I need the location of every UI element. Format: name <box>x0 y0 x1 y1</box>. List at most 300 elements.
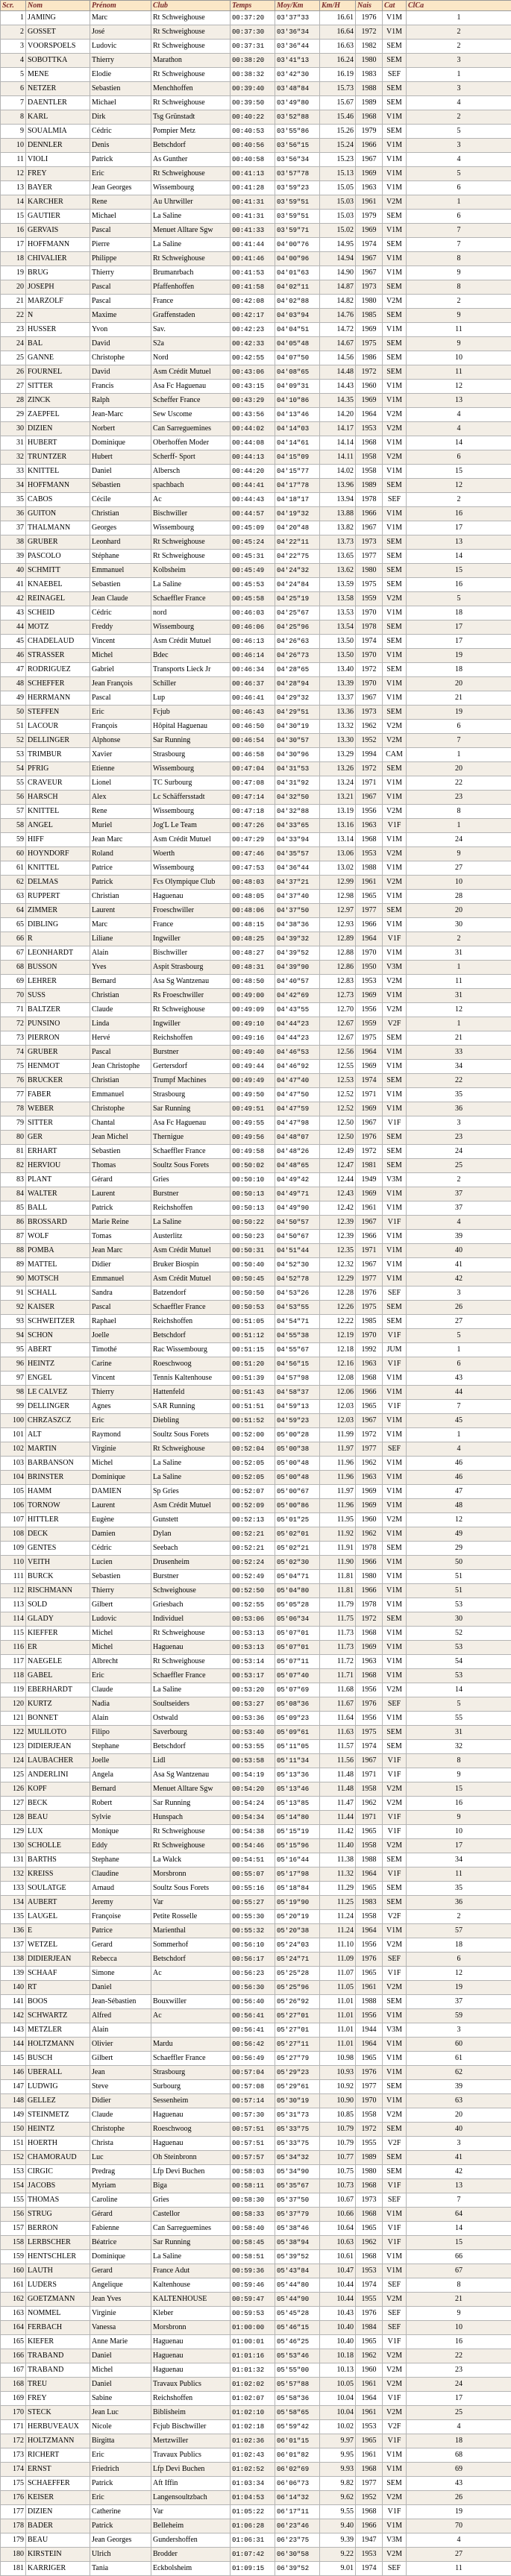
cell-category-rank: 17 <box>407 635 511 649</box>
cell-club: KALTENHOUSE <box>151 2293 231 2307</box>
cell-speed: 11.01 <box>320 2038 356 2052</box>
cell-rank: 135 <box>1 1910 26 1924</box>
cell-category-rank: 2 <box>407 110 511 125</box>
cell-name: SCHWEITZER <box>26 1315 90 1329</box>
cell-speed: 13.65 <box>320 550 356 564</box>
cell-rank: 176 <box>1 2491 26 2505</box>
cell-pace: 04'39"90 <box>275 961 320 975</box>
table-row <box>1 1754 511 1768</box>
cell-birth-year: 1956 <box>356 1712 383 1726</box>
cell-name: HENMOT <box>26 1060 90 1074</box>
cell-speed: 11.64 <box>320 1712 356 1726</box>
cell-birth-year: 1989 <box>356 96 383 110</box>
cell-club: Betschdorf <box>151 139 231 153</box>
cell-category: V1M <box>383 2264 407 2278</box>
cell-firstname: Gérard <box>90 1173 151 1187</box>
cell-category: SEM <box>383 535 407 550</box>
cell-firstname: Gabriel <box>90 663 151 677</box>
cell-time: 00:53:13 <box>231 1641 275 1655</box>
cell-firstname: Marie Reine <box>90 1216 151 1230</box>
cell-speed: 14.17 <box>320 422 356 436</box>
cell-time: 00:56:17 <box>231 1953 275 1967</box>
cell-birth-year: 1961 <box>356 2406 383 2420</box>
cell-pace: 04'57"98 <box>275 1372 320 1386</box>
cell-category-rank: 42 <box>407 2165 511 2179</box>
header-pace: Moy/Km <box>275 1 320 11</box>
cell-name: DAENTLER <box>26 96 90 110</box>
cell-name: GER <box>26 1131 90 1145</box>
cell-firstname: Tania <box>90 2562 151 2576</box>
cell-birth-year: 1967 <box>356 1116 383 1131</box>
table-row <box>1 1683 511 1697</box>
cell-rank: 158 <box>1 2236 26 2250</box>
cell-speed: 10.75 <box>320 2165 356 2179</box>
cell-rank: 161 <box>1 2278 26 2293</box>
cell-category-rank: 40 <box>407 2123 511 2137</box>
cell-time: 00:45:53 <box>231 578 275 592</box>
cell-firstname: Christophe <box>90 2123 151 2137</box>
cell-pace: 05'04"71 <box>275 1570 320 1584</box>
table-row <box>1 2165 511 2179</box>
cell-birth-year: 1963 <box>356 1655 383 1669</box>
cell-speed: 10.64 <box>320 2222 356 2236</box>
cell-name: R <box>26 932 90 946</box>
cell-category: SEM <box>383 280 407 295</box>
cell-speed: 12.70 <box>320 1003 356 1017</box>
cell-birth-year: 1975 <box>356 578 383 592</box>
table-row <box>1 110 511 125</box>
cell-firstname: Marc <box>90 11 151 25</box>
cell-category-rank: 26 <box>407 1301 511 1315</box>
cell-time: 00:50:10 <box>231 1173 275 1187</box>
cell-rank: 128 <box>1 1811 26 1825</box>
cell-pace: 04'48"07 <box>275 1131 320 1145</box>
cell-club: Rt Schweighouse <box>151 252 231 266</box>
cell-name: CHIVALIER <box>26 252 90 266</box>
cell-category-rank: 26 <box>407 2491 511 2505</box>
cell-rank: 124 <box>1 1754 26 1768</box>
cell-pace: 04'53"55 <box>275 1301 320 1315</box>
cell-speed: 10.85 <box>320 2108 356 2123</box>
cell-category: SEM <box>383 96 407 110</box>
cell-category: V1M <box>383 323 407 337</box>
cell-name: SCHON <box>26 1329 90 1343</box>
cell-category-rank: 9 <box>407 1811 511 1825</box>
cell-category: V2M <box>383 2293 407 2307</box>
cell-time: 00:48:31 <box>231 961 275 975</box>
cell-name: HIFF <box>26 833 90 847</box>
cell-category-rank: 8 <box>407 805 511 819</box>
table-row <box>1 1145 511 1159</box>
cell-club: Wissembourg <box>151 521 231 535</box>
cell-club: Strasbourg <box>151 1088 231 1102</box>
cell-name: HERBUVEAUX <box>26 2420 90 2434</box>
cell-rank: 105 <box>1 1485 26 1499</box>
table-row <box>1 2562 511 2576</box>
table-row <box>1 578 511 592</box>
cell-pace: 05'04"80 <box>275 1584 320 1598</box>
cell-rank: 82 <box>1 1159 26 1173</box>
cell-category: V1M <box>383 465 407 479</box>
cell-speed: 14.11 <box>320 450 356 465</box>
cell-category: V1M <box>383 890 407 904</box>
cell-rank: 96 <box>1 1357 26 1372</box>
cell-birth-year: 1972 <box>356 1612 383 1627</box>
cell-birth-year: 1964 <box>356 2038 383 2052</box>
cell-firstname: Jean Marc <box>90 833 151 847</box>
cell-time: 00:50:50 <box>231 1287 275 1301</box>
cell-time: 01:06:28 <box>231 2519 275 2533</box>
cell-speed: 16.61 <box>320 11 356 25</box>
cell-category: V1M <box>383 2066 407 2080</box>
cell-category-rank: 17 <box>407 2392 511 2406</box>
cell-firstname: Emmanuel <box>90 564 151 578</box>
cell-club: SAR Running <box>151 1400 231 1414</box>
cell-time: 00:51:05 <box>231 1315 275 1329</box>
cell-name: RUPPERT <box>26 890 90 904</box>
cell-birth-year: 1971 <box>356 1088 383 1102</box>
cell-birth-year: 1975 <box>356 1726 383 1740</box>
cell-birth-year: 1976 <box>356 1697 383 1712</box>
cell-speed: 14.72 <box>320 323 356 337</box>
cell-name: BRUCKER <box>26 1074 90 1088</box>
cell-category-rank: 42 <box>407 1272 511 1287</box>
cell-time: 00:52:24 <box>231 1556 275 1570</box>
cell-speed: 12.53 <box>320 1074 356 1088</box>
cell-rank: 115 <box>1 1627 26 1641</box>
cell-category-rank: 6 <box>407 210 511 224</box>
cell-club: Ac <box>151 2009 231 2023</box>
cell-category-rank: 28 <box>407 890 511 904</box>
cell-birth-year: 1977 <box>356 1272 383 1287</box>
table-row <box>1 1471 511 1485</box>
cell-speed: 13.26 <box>320 762 356 776</box>
cell-category-rank: 18 <box>407 1938 511 1953</box>
cell-club: Hattenfeld <box>151 1386 231 1400</box>
cell-birth-year: 1973 <box>356 280 383 295</box>
cell-birth-year: 1969 <box>356 1485 383 1499</box>
cell-club: Ostwald <box>151 1712 231 1726</box>
cell-pace: 04'50"57 <box>275 1216 320 1230</box>
cell-birth-year: 1980 <box>356 2165 383 2179</box>
cell-birth-year: 1966 <box>356 918 383 932</box>
cell-speed: 13.50 <box>320 635 356 649</box>
cell-pace: 04'30"57 <box>275 734 320 748</box>
cell-speed: 15.46 <box>320 110 356 125</box>
cell-rank: 103 <box>1 1457 26 1471</box>
cell-firstname: Vincent <box>90 635 151 649</box>
cell-firstname: Gerard <box>90 2264 151 2278</box>
cell-club: Gunstett <box>151 1513 231 1527</box>
cell-time: 01:06:31 <box>231 2533 275 2548</box>
cell-rank: 34 <box>1 479 26 493</box>
cell-firstname: Christian <box>90 890 151 904</box>
cell-category-rank: 69 <box>407 2463 511 2477</box>
cell-pace: 05'24"71 <box>275 1953 320 1967</box>
cell-pace: 04'42"69 <box>275 989 320 1003</box>
cell-category-rank: 40 <box>407 1244 511 1258</box>
cell-category: V2M <box>383 2378 407 2392</box>
cell-time: 00:46:43 <box>231 706 275 720</box>
cell-category-rank: 23 <box>407 1131 511 1145</box>
cell-name: FERBACH <box>26 2321 90 2335</box>
cell-firstname: Gerard <box>90 1938 151 1953</box>
table-row <box>1 1329 511 1343</box>
table-row <box>1 1768 511 1782</box>
cell-category-rank: 3 <box>407 1116 511 1131</box>
cell-name: GELLEZ <box>26 2094 90 2108</box>
cell-birth-year: 1962 <box>356 1797 383 1811</box>
cell-time: 00:48:50 <box>231 975 275 989</box>
cell-rank: 70 <box>1 989 26 1003</box>
cell-time: 00:48:06 <box>231 904 275 918</box>
cell-speed: 11.48 <box>320 1782 356 1797</box>
cell-pace: 05'05"28 <box>275 1598 320 1612</box>
cell-time: 00:54:19 <box>231 1768 275 1782</box>
cell-category-rank: 5 <box>407 1329 511 1343</box>
cell-category: SEM <box>383 238 407 252</box>
cell-category: V2M <box>383 876 407 890</box>
cell-category-rank: 35 <box>407 1882 511 1896</box>
cell-rank: 41 <box>1 578 26 592</box>
cell-category-rank: 11 <box>407 1867 511 1882</box>
cell-rank: 29 <box>1 408 26 422</box>
cell-rank: 126 <box>1 1782 26 1797</box>
cell-speed: 12.39 <box>320 1216 356 1230</box>
cell-time: 00:50:23 <box>231 1230 275 1244</box>
cell-club: Oh Steinbronn <box>151 2151 231 2165</box>
table-row <box>1 436 511 450</box>
cell-club: Haguenau <box>151 890 231 904</box>
cell-category-rank: 14 <box>407 550 511 564</box>
cell-rank: 110 <box>1 1556 26 1570</box>
cell-speed: 12.26 <box>320 1301 356 1315</box>
cell-pace: 04'55"38 <box>275 1329 320 1343</box>
cell-pace: 03'55"86 <box>275 125 320 139</box>
cell-name: HOYNDORF <box>26 847 90 861</box>
cell-birth-year: 1964 <box>356 1924 383 1938</box>
cell-rank: 129 <box>1 1825 26 1839</box>
cell-pace: 04'13"46 <box>275 408 320 422</box>
cell-club: As Gunther <box>151 153 231 167</box>
cell-club: France <box>151 295 231 309</box>
cell-name: HEINTZ <box>26 2123 90 2137</box>
cell-firstname: Philippe <box>90 252 151 266</box>
cell-club: Sar Running <box>151 2236 231 2250</box>
cell-rank: 131 <box>1 1853 26 1867</box>
cell-speed: 15.02 <box>320 224 356 238</box>
cell-time: 01:04:53 <box>231 2491 275 2505</box>
cell-birth-year: 1953 <box>356 2264 383 2278</box>
cell-category-rank: 15 <box>407 1782 511 1797</box>
cell-pace: 04'49"42 <box>275 1173 320 1187</box>
table-row <box>1 1031 511 1046</box>
cell-rank: 127 <box>1 1797 26 1811</box>
cell-speed: 11.63 <box>320 1726 356 1740</box>
table-row <box>1 535 511 550</box>
cell-club: Schaeffler France <box>151 592 231 606</box>
cell-time: 00:41:44 <box>231 238 275 252</box>
cell-speed: 12.88 <box>320 946 356 961</box>
cell-pace: 04'33"65 <box>275 819 320 833</box>
cell-club: Rt Schweighouse <box>151 1839 231 1853</box>
cell-category-rank: 15 <box>407 465 511 479</box>
cell-firstname: Raphael <box>90 1315 151 1329</box>
cell-birth-year: 1961 <box>356 1201 383 1216</box>
cell-speed: 10.40 <box>320 2321 356 2335</box>
cell-club: Bdec <box>151 649 231 663</box>
cell-birth-year: 1964 <box>356 1046 383 1060</box>
cell-time: 00:41:31 <box>231 210 275 224</box>
cell-category-rank: 25 <box>407 1159 511 1173</box>
cell-rank: 8 <box>1 110 26 125</box>
cell-time: 00:37:30 <box>231 25 275 40</box>
cell-category-rank: 13 <box>407 394 511 408</box>
cell-club: Griesbach <box>151 1598 231 1612</box>
cell-pace: 04'53"26 <box>275 1287 320 1301</box>
cell-club: Asm Crédit Mutuel <box>151 1272 231 1287</box>
table-row <box>1 295 511 309</box>
cell-pace: 04'04"51 <box>275 323 320 337</box>
table-row <box>1 1527 511 1542</box>
cell-speed: 14.94 <box>320 252 356 266</box>
cell-birth-year: 1952 <box>356 2491 383 2505</box>
cell-time: 00:58:33 <box>231 2208 275 2222</box>
cell-rank: 159 <box>1 2250 26 2264</box>
cell-rank: 142 <box>1 2009 26 2023</box>
table-row <box>1 2491 511 2505</box>
cell-birth-year: 1978 <box>356 621 383 635</box>
cell-speed: 11.90 <box>320 1556 356 1570</box>
cell-firstname: Jean Georges <box>90 181 151 195</box>
cell-category-rank: 4 <box>407 2420 511 2434</box>
cell-birth-year: 1953 <box>356 422 383 436</box>
cell-pace: 05'13"36 <box>275 1768 320 1782</box>
cell-name: TORNOW <box>26 1499 90 1513</box>
cell-pace: 05'00"48 <box>275 1471 320 1485</box>
cell-speed: 14.20 <box>320 408 356 422</box>
cell-club: Lfp Devi Buchen <box>151 2463 231 2477</box>
table-row <box>1 1697 511 1712</box>
cell-name: SOUALMIA <box>26 125 90 139</box>
cell-birth-year: 1964 <box>356 408 383 422</box>
cell-club: Aspit Strasbourg <box>151 961 231 975</box>
cell-birth-year: 1965 <box>356 1967 383 1981</box>
cell-category-rank: 21 <box>407 2293 511 2307</box>
cell-category: V1F <box>383 2505 407 2519</box>
cell-time: 00:53:27 <box>231 1697 275 1712</box>
cell-pace: 04'31"53 <box>275 762 320 776</box>
cell-category: SEM <box>383 762 407 776</box>
cell-pace: 05'13"85 <box>275 1797 320 1811</box>
cell-category-rank: 1 <box>407 748 511 762</box>
cell-firstname: Chantal <box>90 1116 151 1131</box>
cell-speed: 11.24 <box>320 1910 356 1924</box>
cell-time: 00:46:50 <box>231 720 275 734</box>
cell-time: 00:41:13 <box>231 167 275 181</box>
cell-birth-year: 1949 <box>356 1173 383 1187</box>
cell-name: DIBLING <box>26 918 90 932</box>
cell-club: Gundershoffen <box>151 2533 231 2548</box>
cell-club: Scherff- Sport <box>151 450 231 465</box>
cell-category-rank: 3 <box>407 54 511 68</box>
cell-pace: 03'52"88 <box>275 110 320 125</box>
cell-category-rank: 25 <box>407 2406 511 2420</box>
cell-pace: 03'59"71 <box>275 224 320 238</box>
cell-rank: 100 <box>1 1414 26 1428</box>
cell-rank: 6 <box>1 82 26 96</box>
cell-club: Rt Schweighouse <box>151 11 231 25</box>
cell-name: BALTZER <box>26 1003 90 1017</box>
cell-speed: 10.04 <box>320 2392 356 2406</box>
cell-category-rank: 39 <box>407 2080 511 2094</box>
cell-time: 00:55:30 <box>231 1910 275 1924</box>
cell-speed: 11.01 <box>320 2009 356 2023</box>
cell-pace: 05'09"61 <box>275 1726 320 1740</box>
cell-birth-year: 1959 <box>356 1017 383 1031</box>
cell-category-rank: 11 <box>407 975 511 989</box>
cell-birth-year: 1963 <box>356 1471 383 1485</box>
cell-firstname: Claude <box>90 1003 151 1017</box>
cell-speed: 12.43 <box>320 1187 356 1201</box>
cell-firstname: Pascal <box>90 224 151 238</box>
cell-speed: 11.75 <box>320 1612 356 1627</box>
cell-category: SEF <box>383 2321 407 2335</box>
cell-firstname: Luc <box>90 2151 151 2165</box>
cell-category: V2M <box>383 295 407 309</box>
cell-rank: 65 <box>1 918 26 932</box>
cell-category: V2M <box>383 450 407 465</box>
cell-pace: 04'59"13 <box>275 1400 320 1414</box>
cell-category-rank: 6 <box>407 450 511 465</box>
cell-name: CHAMORAUD <box>26 2151 90 2165</box>
cell-time: 00:47:18 <box>231 805 275 819</box>
table-row <box>1 1442 511 1457</box>
cell-name: LAUGEL <box>26 1910 90 1924</box>
cell-category: V1M <box>383 1641 407 1655</box>
cell-birth-year: 1970 <box>356 1329 383 1343</box>
cell-birth-year: 1961 <box>356 195 383 210</box>
cell-name: SITTER <box>26 1116 90 1131</box>
cell-time: 00:56:40 <box>231 1995 275 2009</box>
table-row <box>1 2533 511 2548</box>
cell-category-rank: 8 <box>407 2278 511 2293</box>
cell-speed: 10.93 <box>320 2066 356 2080</box>
cell-club: Schaeffler France <box>151 1145 231 1159</box>
cell-category: SEM <box>383 309 407 323</box>
cell-birth-year: 1966 <box>356 507 383 521</box>
cell-time: 00:47:04 <box>231 762 275 776</box>
cell-category-rank: 4 <box>407 1216 511 1230</box>
cell-category: SEF <box>383 1953 407 1967</box>
cell-time: 00:58:45 <box>231 2236 275 2250</box>
cell-name: REINAGEL <box>26 592 90 606</box>
cell-category-rank: 14 <box>407 2222 511 2236</box>
cell-speed: 15.03 <box>320 210 356 224</box>
table-row <box>1 1414 511 1428</box>
cell-time: 00:44:20 <box>231 465 275 479</box>
cell-category-rank: 54 <box>407 1655 511 1669</box>
cell-club: Menuet Alltare Sgw <box>151 224 231 238</box>
table-row <box>1 1953 511 1967</box>
table-row <box>1 2094 511 2108</box>
table-row <box>1 210 511 224</box>
cell-birth-year: 1980 <box>356 1570 383 1584</box>
table-row <box>1 2406 511 2420</box>
cell-category-rank: 2 <box>407 1173 511 1187</box>
table-row <box>1 1187 511 1201</box>
table-row <box>1 663 511 677</box>
